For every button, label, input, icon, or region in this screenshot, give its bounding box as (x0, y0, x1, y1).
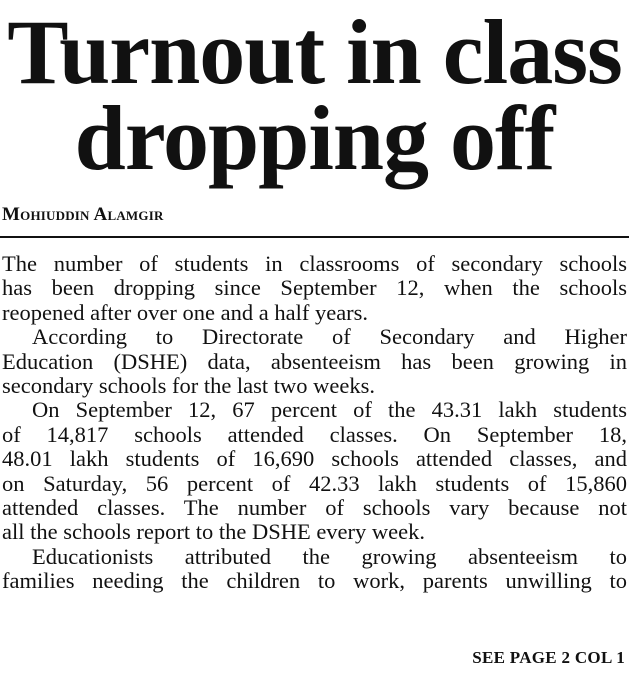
continued-jump-line: SEE PAGE 2 COL 1 (472, 648, 625, 667)
headline-line-1: Turnout in class (7, 1, 622, 103)
article-line: Educationists attributed the growing absenteeism to (32, 543, 627, 569)
headline-line-2: dropping off (74, 87, 555, 189)
byline-divider (0, 236, 629, 238)
article-line: attended classes. The number of schools vary because not (2, 494, 627, 520)
article-line: According to Directorate of Secondary and Higher (32, 324, 627, 350)
article-body (2, 252, 627, 593)
article-line: of 14,817 schools attended classes. On September 18, (2, 421, 627, 447)
article-line: Education (DSHE) data, absenteeism has been growing in (2, 348, 627, 374)
byline: Mohiuddin Alamgir (2, 204, 164, 225)
article-line: 48.01 lakh students of 16,690 schools attended classes, and (2, 446, 627, 472)
article-line: all the schools report to the DSHE every week. (2, 519, 426, 545)
article-line: has been dropping since September 12, when the schools (2, 275, 627, 301)
article-line: The number of students in classrooms of secondary schools (2, 251, 627, 276)
article-line: families needing the children to work, parents unwilling to (2, 568, 627, 594)
article-line: reopened after over one and a half years. (2, 299, 369, 325)
article-line: on Saturday, 56 percent of 42.33 lakh students of 15,860 (2, 470, 627, 496)
article-line: On September 12, 67 percent of the 43.31 lakh students (32, 397, 627, 423)
article-line: secondary schools for the last two weeks. (2, 372, 376, 398)
